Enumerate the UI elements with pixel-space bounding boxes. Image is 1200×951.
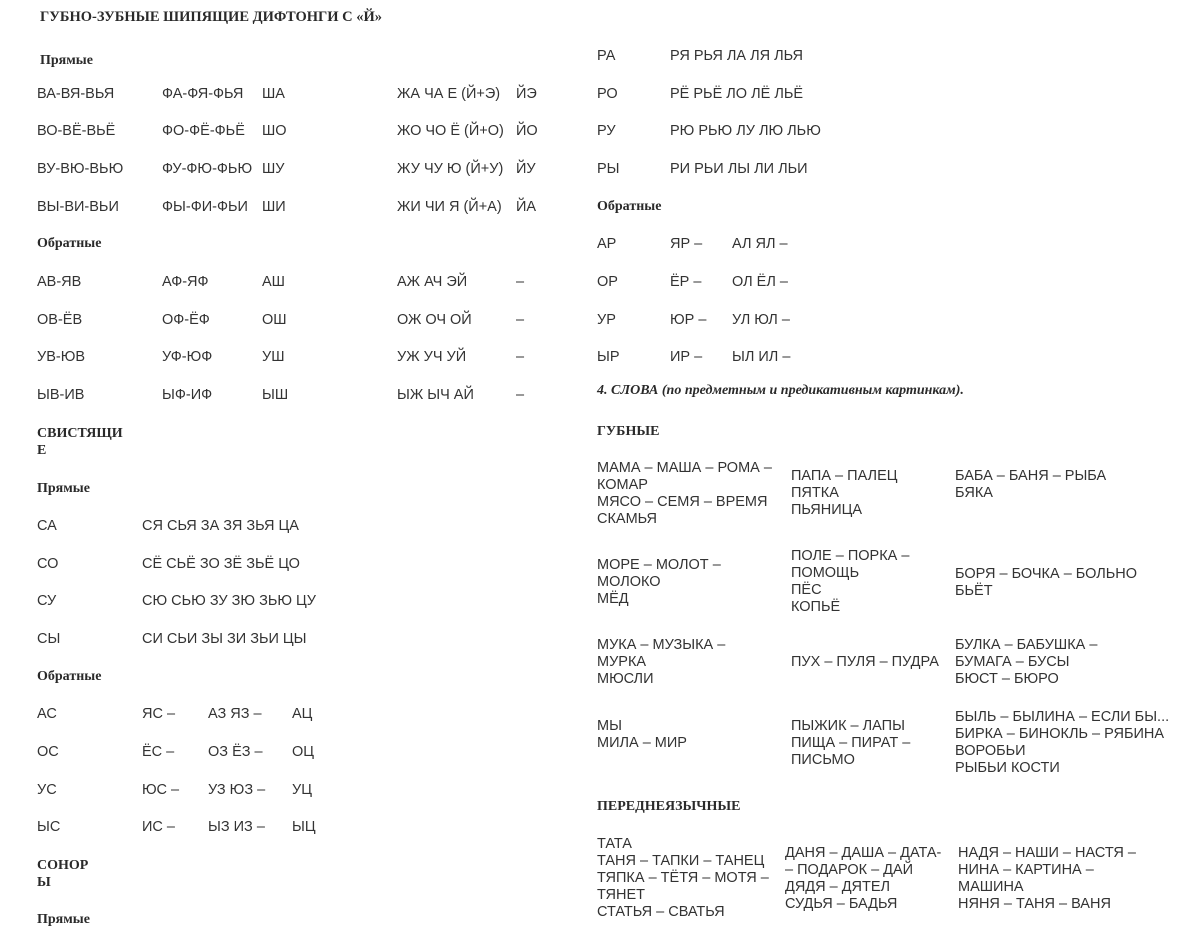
word-line: СТАТЬЯ – СВАТЬЯ [597, 904, 725, 920]
word-line: БЯКА [955, 485, 993, 501]
word-line: ТАНЯ – ТАПКИ – ТАНЕЦ [597, 853, 765, 869]
word-line: ПЯТКА [791, 485, 839, 501]
word-block-tata [597, 836, 769, 921]
word-line: ПОЛЕ – ПОРКА – [791, 548, 910, 564]
word-line: СКАМЬЯ [597, 511, 658, 527]
word-line: ТАТА [597, 836, 632, 852]
sonorous-heading-line2: Ы [37, 875, 51, 890]
word-block-mama [597, 460, 772, 528]
word-line: БЫЛЬ – БЫЛИНА – ЕСЛИ БЫ... [955, 709, 1170, 725]
word-line: КОМАР [597, 477, 648, 493]
word-line: ТЯНЕТ [597, 887, 646, 903]
whistling-heading-line2: Е [37, 443, 47, 458]
word-block-pukh [791, 654, 939, 671]
word-line: ПАПА – ПАЛЕЦ [791, 468, 898, 484]
word-block-nadya [958, 845, 1136, 913]
label-direct-2: Прямые [37, 481, 90, 496]
labial-heading: ГУБНЫЕ [597, 424, 660, 439]
word-block-muka [597, 637, 725, 688]
word-line: МИЛА – МИР [597, 735, 687, 751]
word-line: ДЯДЯ – ДЯТЕЛ [785, 879, 891, 895]
word-block-borya [955, 566, 1137, 600]
word-line: ДАНЯ – ДАША – ДАТА- [785, 845, 942, 861]
sonorous-heading-line1: СОНОР [37, 858, 89, 873]
word-line: ПУХ – ПУЛЯ – ПУДРА [791, 654, 939, 670]
word-line: НИНА – КАРТИНА – [958, 862, 1094, 878]
word-line: РЫБЬИ КОСТИ [955, 760, 1060, 776]
word-block-more [597, 557, 721, 608]
word-line: МЮСЛИ [597, 671, 654, 687]
page-title: ГУБНО-ЗУБНЫЕ ШИПЯЩИЕ ДИФТОНГИ С «Й» [40, 9, 383, 25]
word-block-byl [955, 709, 1169, 777]
word-line: МАШИНА [958, 879, 1024, 895]
word-block-papa [791, 468, 897, 519]
word-line: БИРКА – БИНОКЛЬ – РЯБИНА [955, 726, 1165, 742]
label-reverse-3: Обратные [597, 199, 662, 214]
word-line: БАБА – БАНЯ – РЫБА [955, 468, 1107, 484]
word-line: МОЛОКО [597, 574, 661, 590]
label-reverse-2: Обратные [37, 669, 102, 684]
whistling-heading-line1: СВИСТЯЩИ [37, 426, 123, 441]
word-line: БОРЯ – БОЧКА – БОЛЬНО [955, 566, 1138, 582]
label-direct-3: Прямые [37, 912, 90, 927]
word-line: ПЫЖИК – ЛАПЫ [791, 718, 905, 734]
label-reverse-1: Обратные [37, 236, 102, 251]
word-line: ПИЩА – ПИРАТ – [791, 735, 911, 751]
word-block-pole [791, 548, 909, 616]
word-line: ТЯПКА – ТЁТЯ – МОТЯ – [597, 870, 769, 886]
words-heading: 4. СЛОВА (по предметным и предикативным картинкам). [597, 383, 964, 398]
word-line: ВОРОБЬИ [955, 743, 1026, 759]
word-line: ПОМОЩЬ [791, 565, 860, 581]
word-line: – ПОДАРОК – ДАЙ [785, 862, 914, 878]
frontlingual-heading: ПЕРЕДНЕЯЗЫЧНЫЕ [597, 799, 741, 814]
word-line: БЮСТ – БЮРО [955, 671, 1059, 687]
word-line: МУРКА [597, 654, 647, 670]
word-line: МЁД [597, 591, 629, 607]
word-line: СУДЬЯ – БАДЬЯ [785, 896, 898, 912]
word-line: БЬЁТ [955, 583, 993, 599]
label-direct-1: Прямые [40, 53, 93, 68]
word-line: МОРЕ – МОЛОТ – [597, 557, 721, 573]
word-block-my [597, 718, 687, 752]
word-line: ПЬЯНИЦА [791, 502, 863, 518]
word-line: МУКА – МУЗЫКА – [597, 637, 726, 653]
word-line: БУМАГА – БУСЫ [955, 654, 1070, 670]
word-line: НАДЯ – НАШИ – НАСТЯ – [958, 845, 1136, 861]
word-line: МАМА – МАША – РОМА – [597, 460, 772, 476]
word-line: БУЛКА – БАБУШКА – [955, 637, 1098, 653]
word-line: МЯСО – СЕМЯ – ВРЕМЯ [597, 494, 768, 510]
word-block-danya [785, 845, 941, 913]
word-block-baba [955, 468, 1106, 502]
word-line: ПИСЬМО [791, 752, 855, 768]
word-block-pyzhik [791, 718, 910, 769]
word-block-bulka [955, 637, 1097, 688]
word-line: ПЁС [791, 582, 822, 598]
word-line: МЫ [597, 718, 622, 734]
word-line: НЯНЯ – ТАНЯ – ВАНЯ [958, 896, 1111, 912]
word-line: КОПЬЁ [791, 599, 841, 615]
